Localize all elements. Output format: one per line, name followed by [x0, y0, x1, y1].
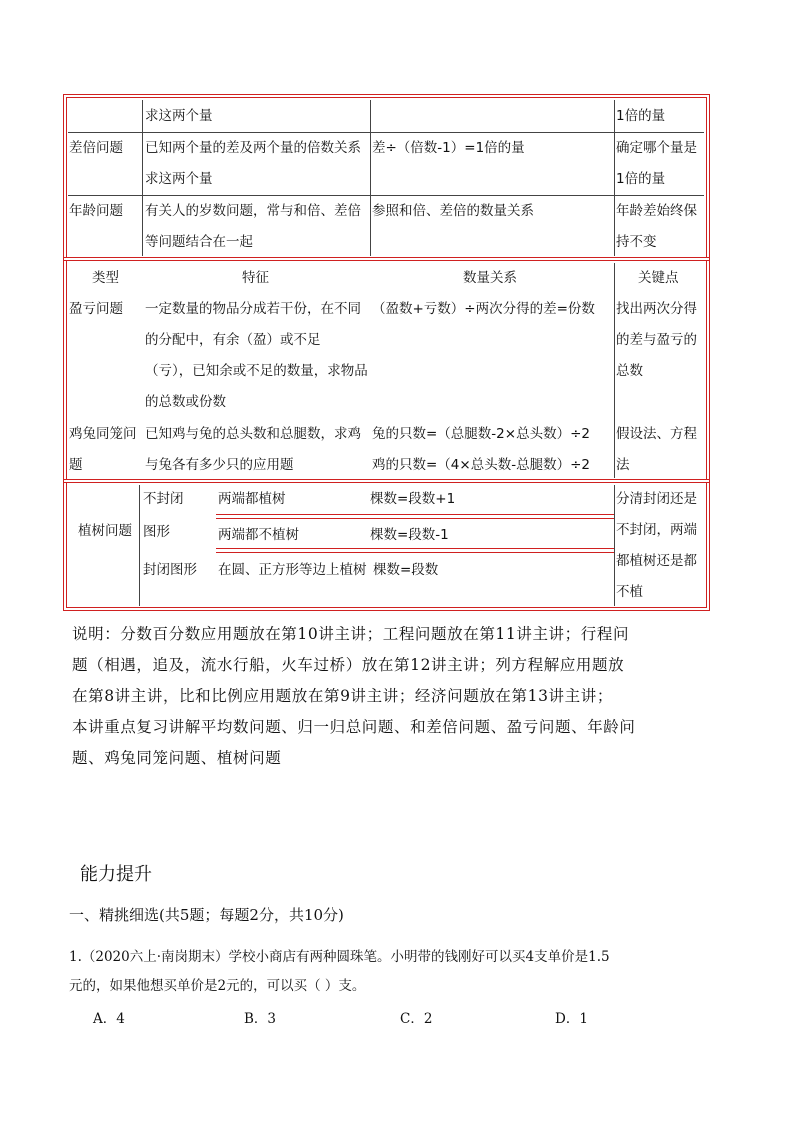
- header-relation: 数量关系: [463, 270, 517, 286]
- yingkui-key-2: 的差与盈亏的: [616, 332, 697, 348]
- zhishu-key-3: 都植树还是都: [616, 553, 697, 569]
- table1-r1-c2: 求这两个量: [145, 108, 213, 124]
- header-key: 关键点: [638, 270, 679, 286]
- type-chabei: 差倍问题: [69, 140, 123, 156]
- table1-r3-c3: 参照和倍、差倍的数量关系: [372, 203, 534, 219]
- note-line-3: 在第8讲主讲，比和比例应用题放在第9讲主讲；经济问题放在第13讲主讲；: [72, 687, 613, 705]
- jitu-relation-1: 兔的只数=（总腿数-2×总头数）÷2: [372, 426, 590, 442]
- note-line-1: 说明：分数百分数应用题放在第10讲主讲；工程问题放在第11讲主讲；行程问: [72, 625, 630, 643]
- table1-r2-c2a: 已知两个量的差及两个量的倍数关系: [145, 140, 361, 156]
- header-type: 类型: [92, 270, 119, 286]
- zhishu-key-1: 分清封闭还是: [616, 491, 697, 507]
- zhishu-none-formula: 棵数=段数-1: [370, 527, 449, 543]
- table1-r3-c4a: 年龄差始终保: [616, 203, 697, 219]
- type-zhishu: 植树问题: [78, 523, 132, 539]
- note-block: [72, 619, 712, 774]
- zhishu-open-a: 不封闭: [143, 491, 184, 507]
- option-d: D．1: [555, 1011, 588, 1027]
- zhishu-closed-formula: 棵数=段数: [373, 562, 439, 578]
- table1-r3-c2b: 等问题结合在一起: [145, 234, 253, 250]
- zhishu-both-formula: 棵数=段数+1: [370, 491, 456, 507]
- option-b: B．3: [244, 1011, 277, 1027]
- zhishu-closed: 封闭图形: [143, 562, 197, 578]
- table1-r1-c4: 1倍的量: [616, 108, 666, 124]
- table1-r2-c2b: 求这两个量: [145, 171, 213, 187]
- zhishu-both: 两端都植树: [218, 491, 286, 507]
- yingkui-feature-4: 的总数或份数: [145, 394, 226, 410]
- option-c: C．2: [400, 1011, 433, 1027]
- yingkui-key-3: 总数: [616, 363, 643, 379]
- jitu-relation-2: 鸡的只数=（4×总头数-总腿数）÷2: [372, 457, 590, 473]
- zhishu-closed-desc: 在圆、正方形等边上植树: [218, 562, 367, 578]
- table1-r2-c3: 差÷（倍数-1）=1倍的量: [372, 140, 525, 156]
- jitu-feature-1: 已知鸡与兔的总头数和总腿数，求鸡: [145, 426, 361, 442]
- zhishu-key-4: 不植: [616, 584, 643, 600]
- yingkui-feature-1: 一定数量的物品分成若干份，在不同: [145, 301, 361, 317]
- type-jitu-a: 鸡兔同笼问: [69, 426, 137, 442]
- type-jitu-b: 题: [69, 457, 83, 473]
- zhishu-key-2: 不封闭，两端: [616, 522, 697, 538]
- option-a: A．4: [93, 1011, 125, 1027]
- jitu-key-1: 假设法、方程: [616, 426, 697, 442]
- yingkui-feature-2: 的分配中，有余（盈）或不足: [145, 332, 321, 348]
- table1-r2-c4a: 确定哪个量是: [616, 140, 697, 156]
- question-1-line-2: 元的，如果他想买单价是2元的，可以买（ ）支。: [69, 978, 366, 994]
- type-yingkui: 盈亏问题: [69, 301, 123, 317]
- section-title: 能力提升: [80, 864, 152, 885]
- jitu-feature-2: 与兔各有多少只的应用题: [145, 457, 294, 473]
- table1-r3-c4b: 持不变: [616, 234, 657, 250]
- table1-r3-c2a: 有关人的岁数问题，常与和倍、差倍: [145, 203, 361, 219]
- section-subtitle: 一、精挑细选(共5题；每题2分，共10分): [69, 906, 344, 924]
- jitu-key-2: 法: [616, 457, 630, 473]
- zhishu-none: 两端都不植树: [218, 527, 299, 543]
- yingkui-key-1: 找出两次分得: [616, 301, 697, 317]
- note-line-5: 题、鸡兔同笼问题、植树问题: [72, 749, 282, 767]
- yingkui-feature-3: （亏），已知余或不足的数量，求物品: [145, 363, 368, 379]
- header-feature: 特征: [242, 270, 269, 286]
- note-line-2: 题（相遇，追及，流水行船，火车过桥）放在第12讲主讲；列方程解应用题放: [72, 656, 625, 674]
- note-line-4: 本讲重点复习讲解平均数问题、归一归总问题、和差倍问题、盈亏问题、年龄问: [72, 718, 636, 736]
- type-nianling: 年龄问题: [69, 203, 123, 219]
- question-1-line-1: 1.（2020六上·南岗期末）学校小商店有两种圆珠笔。小明带的钱刚好可以买4支单价是1.5: [69, 949, 610, 965]
- table1-r2-c4b: 1倍的量: [616, 171, 666, 187]
- yingkui-relation: （盈数+亏数）÷两次分得的差=份数: [372, 301, 595, 317]
- zhishu-open-b: 图形: [143, 524, 170, 540]
